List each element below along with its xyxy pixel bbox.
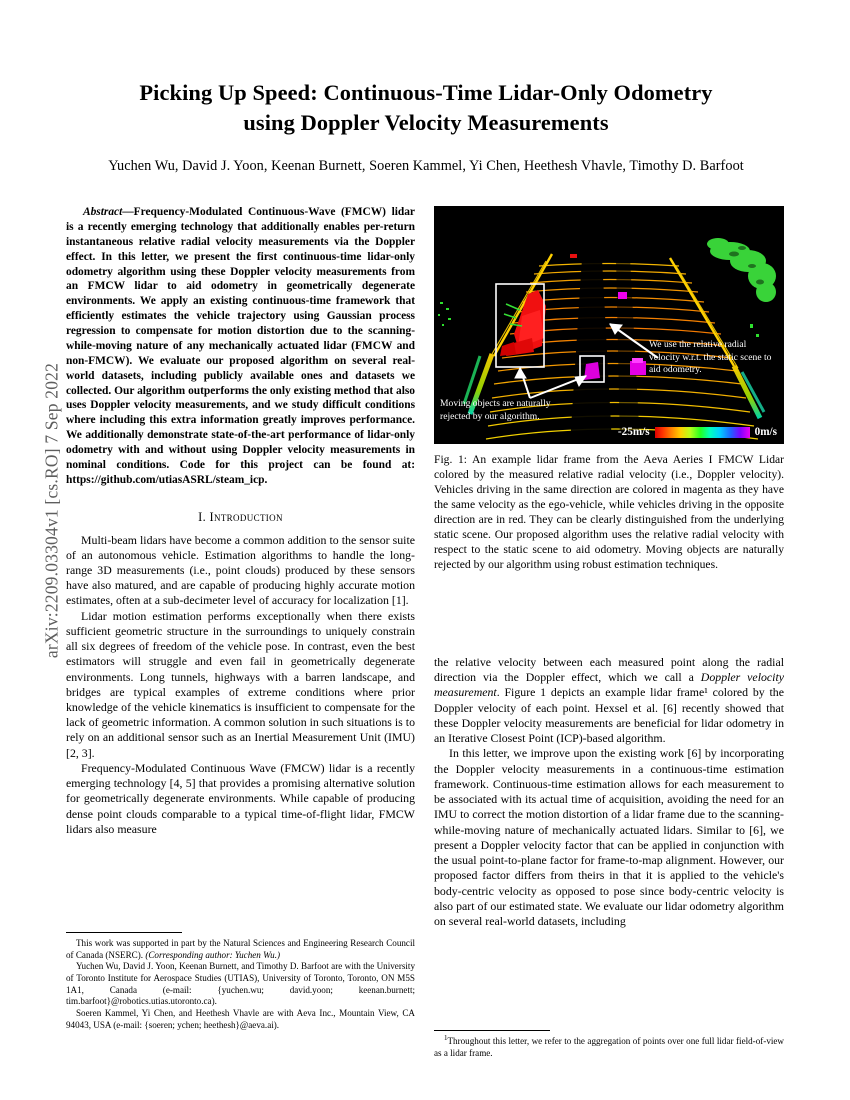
right-paragraph-1-post: . Figure 1 depicts an example lidar frame¹ colored by the Doppler velocity of each point. Hexsel et al. [6] recently showed that these Doppler velocity measurements are beneficial for lidar odometry in an Iterative Closest Point (ICP)-based algorithm. xyxy=(434,685,784,746)
left-column xyxy=(66,205,415,837)
section-heading-introduction: I. Introduction xyxy=(198,509,283,524)
intro-paragraph-1: Multi-beam lidars have become a common addition to the sensor suite of an autonomous vehicle. Estimation algorithms to handle the long-range 3D measurements (i.e., point clouds) produced by these sensors have also matured, and are capable of producing highly accurate motion estimates, often at a sub-decimeter level of accuracy for localization [1]. xyxy=(66,532,415,608)
paper-title-line-1: Picking Up Speed: Continuous-Time Lidar-Only Odometry xyxy=(139,80,713,105)
right-paragraph-1 xyxy=(434,655,784,746)
intro-paragraph-2: Lidar motion estimation performs exceptionally when there exists sufficient geometric structure in the surroundings to uniquely constrain all six degrees of freedom of the vehicle pose. In contrast, even the best estimators will struggle and even fail in geometrically degenerate environments. Long tunnels, highways with a barren landscape, and bridges are typical examples of extreme conditions where prior knowledge of the vehicle kinematics is insufficient to compensate for the lack of geometric information. A common solution in such situations is to rely on an additional sensor such as an Inertial Measurement Unit (IMU) [2, 3]. xyxy=(66,608,415,760)
title-block xyxy=(68,78,784,175)
abstract-paragraph xyxy=(66,205,415,488)
paper-title-line-2: using Doppler Velocity Measurements xyxy=(243,109,609,135)
footnote-affiliation-aeva: Soeren Kammel, Yi Chen, and Heethesh Vhavle are with Aeva Inc., Mountain View, CA 94043, USA (e-mail: {soeren; ychen; heethesh}@aeva.ai). xyxy=(66,1008,415,1030)
velocity-colorbar xyxy=(618,426,777,438)
figure-annotation-left: Moving objects are naturally rejected by our algorithm. xyxy=(440,398,551,422)
figure-caption-text: An example lidar frame from the Aeva Aeries I FMCW Lidar colored by the measured relative radial velocity (i.e., Doppler velocity). Vehicles driving in the same direction are colored in magenta as they have the same velocity as the ego-vehicle, while vehicles driving in the opposite direction are in red. They can be clearly distinguished from the underlying static scene. Our proposed algorithm uses the relative radial velocity with respect to the static scene to aid odometry. Moving objects are naturally rejected by our algorithm using robust estimation techniques. xyxy=(434,453,784,572)
abstract-label: Abstract xyxy=(83,206,123,218)
colorbar-min-label: -25m/s xyxy=(617,426,650,438)
footnote-lidar-frame-text: Throughout this letter, we refer to the aggregation of points over one full lidar field-of-view as a lidar frame. xyxy=(434,1036,784,1058)
footnote-funding-pre: This work was supported in part by the Natural Sciences and Engineering Research Council of Canada (NSERC). xyxy=(66,938,415,960)
footnote-block-right xyxy=(434,1033,784,1059)
colorbar-max-label: 0m/s xyxy=(754,426,777,438)
intro-paragraph-3: Frequency-Modulated Continuous Wave (FMCW) lidar is a recently emerging technology [4, 5] that provides a promising alternative solution for geometrically degenerate environments. While capable of producing dense point clouds comparable to a typical time-of-flight lidar, FMCW lidars also measure xyxy=(66,760,415,836)
footnote-funding xyxy=(66,938,415,961)
footnote-lidar-frame xyxy=(434,1033,784,1059)
right-paragraph-1-pre: the relative velocity between each measured point along the radial direction via the Doppler effect, which we call a xyxy=(434,655,784,685)
colorbar-gradient xyxy=(655,427,750,438)
footnote-marker: 1 xyxy=(444,1033,448,1042)
figure-1-lidar-pointcloud xyxy=(434,206,784,444)
author-list: Yuchen Wu, David J. Yoon, Keenan Burnett, Soeren Kammel, Yi Chen, Heethesh Vhavle, Timothy D. Barfoot xyxy=(108,157,744,174)
page-title xyxy=(68,78,784,138)
footnote-rule-left xyxy=(66,932,182,933)
footnote-block-left xyxy=(66,938,415,1031)
footnote-rule-right xyxy=(434,1030,550,1031)
right-paragraph-1-italic: Doppler velocity measurement xyxy=(434,670,784,700)
right-paragraph-2: In this letter, we improve upon the existing work [6] by incorporating the Doppler velocity measurements in a continuous-time estimation framework. Continuous-time estimation allows for each measurement to be associated with its actual time of acquisition, avoiding the need for an IMU to correct the motion distortion of a lidar frame due to the scanning-while-moving nature of mechanically actuated lidars. Similar to [6], we present a Doppler velocity factor that can be applied in conjunction with the usual point-to-plane factor for frame-to-map alignment. However, our proposed factor differs from theirs in that it is applied to the vehicle's body-centric velocity as opposed to pose since body-centric velocity is also part of our estimated state. We evaluate our lidar odometry algorithm on several real-world datasets, including xyxy=(434,746,784,928)
footnote-affiliation-utias: Yuchen Wu, David J. Yoon, Keenan Burnett, and Timothy D. Barfoot are with the University of Toronto Institute for Aerospace Studies (UTIAS), University of Toronto, Toronto, ON M5S 1A1, Canada (e-mail: {yuchen.wu; david.yoon; keenan.burnett; tim.barfoot}@robotics.utias.utoronto.ca). xyxy=(66,961,415,1007)
abstract-text: —Frequency-Modulated Continuous-Wave (FMCW) lidar is a recently emerging technology that additionally enables per-return instantaneous relative radial velocity measurements via the Doppler effect. In this letter, we present the first continuous-time lidar-only odometry algorithm using these Doppler velocity measurements from an FMCW lidar to aid odometry in geometrically degenerate environments. We apply an existing continuous-time framework that efficiently estimates the vehicle trajectory using Gaussian process regression to compensate for motion distortion due to the scanning-while-moving nature of any mechanically actuated lidar (FMCW and non-FMCW). We evaluate our proposed algorithm on several real-world datasets, including publicly available ones and datasets we collected. Our algorithm outperforms the only existing method that also uses Doppler velocity measurements, and we study difficult conditions where including this extra information greatly improves performance. We additionally demonstrate state-of-the-art performance of lidar-only odometry with and without using Doppler velocity measurements in nominal conditions. Code for this project can be found at: https://github.com/utiasASRL/steam_icp. xyxy=(66,206,415,486)
footnote-funding-italic: (Corresponding author: Yuchen Wu.) xyxy=(145,949,281,960)
figure-caption xyxy=(434,452,784,573)
arxiv-identifier-stamp: arXiv:2209.03304v1 [cs.RO] 7 Sep 2022 xyxy=(41,362,62,659)
right-column xyxy=(434,655,784,929)
figure-annotation-right: We use the relative radial velocity w.r.t. the static scene to aid odometry. xyxy=(649,339,772,376)
figure-caption-label: Fig. 1: xyxy=(434,453,467,466)
